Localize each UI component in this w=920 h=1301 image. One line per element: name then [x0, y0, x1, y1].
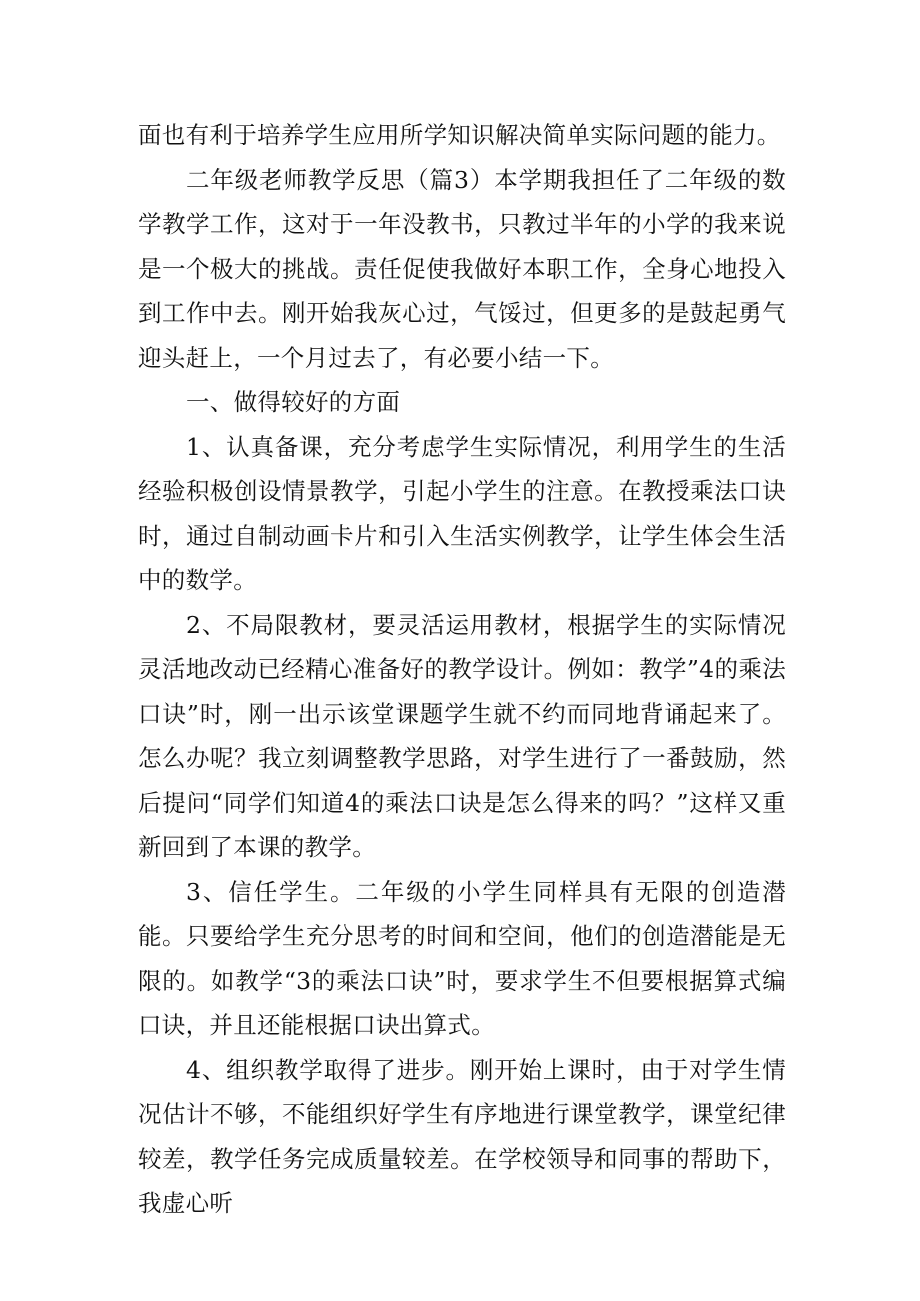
- section-heading: 一、做得较好的方面: [186, 388, 401, 416]
- paragraph-point-4: 4、组织教学取得了进步。刚开始上课时，由于对学生情况估计不够，不能组织好学生有序地进行课堂教学，课堂纪律较差，教学任务完成质量较差。在学校领导和同事的帮助下，我虚心听: [138, 1055, 786, 1217]
- paragraph-point-3: 3、信任学生。二年级的小学生同样具有无限的创造潜能。只要给学生充分思考的时间和空间，他们的创造潜能是无限的。如教学“3的乘法口诀”时，要求学生不但要根据算式编口诀，并且还能根据口诀出算式。: [138, 877, 786, 1039]
- document-body: [138, 113, 786, 1226]
- paragraph-continuation: 面也有利于培养学生应用所学知识解决简单实际问题的能力。: [138, 121, 781, 149]
- paragraph-intro: 二年级老师教学反思（篇3）本学期我担任了二年级的数学教学工作，这对于一年没教书，只教过半年的小学的我来说是一个极大的挑战。责任促使我做好本职工作，全身心地投入到工作中去。刚开始我灰心过，气馁过，但更多的是鼓起勇气迎头赶上，一个月过去了，有必要小结一下。: [138, 165, 786, 372]
- paragraph-point-1: 1、认真备课，充分考虑学生实际情况，利用学生的生活经验积极创设情景教学，引起小学生的注意。在教授乘法口诀时，通过自制动画卡片和引入生活实例教学，让学生体会生活中的数学。: [138, 432, 786, 594]
- paragraph-point-2: 2、不局限教材，要灵活运用教材，根据学生的实际情况灵活地改动已经精心准备好的教学设计。例如：教学”4的乘法口诀”时，刚一出示该堂课题学生就不约而同地背诵起来了。怎么办呢？我立刻调整教学思路，对学生进行了一番鼓励，然后提问“同学们知道4的乘法口诀是怎么得来的吗？”这样又重新回到了本课的教学。: [138, 610, 786, 861]
